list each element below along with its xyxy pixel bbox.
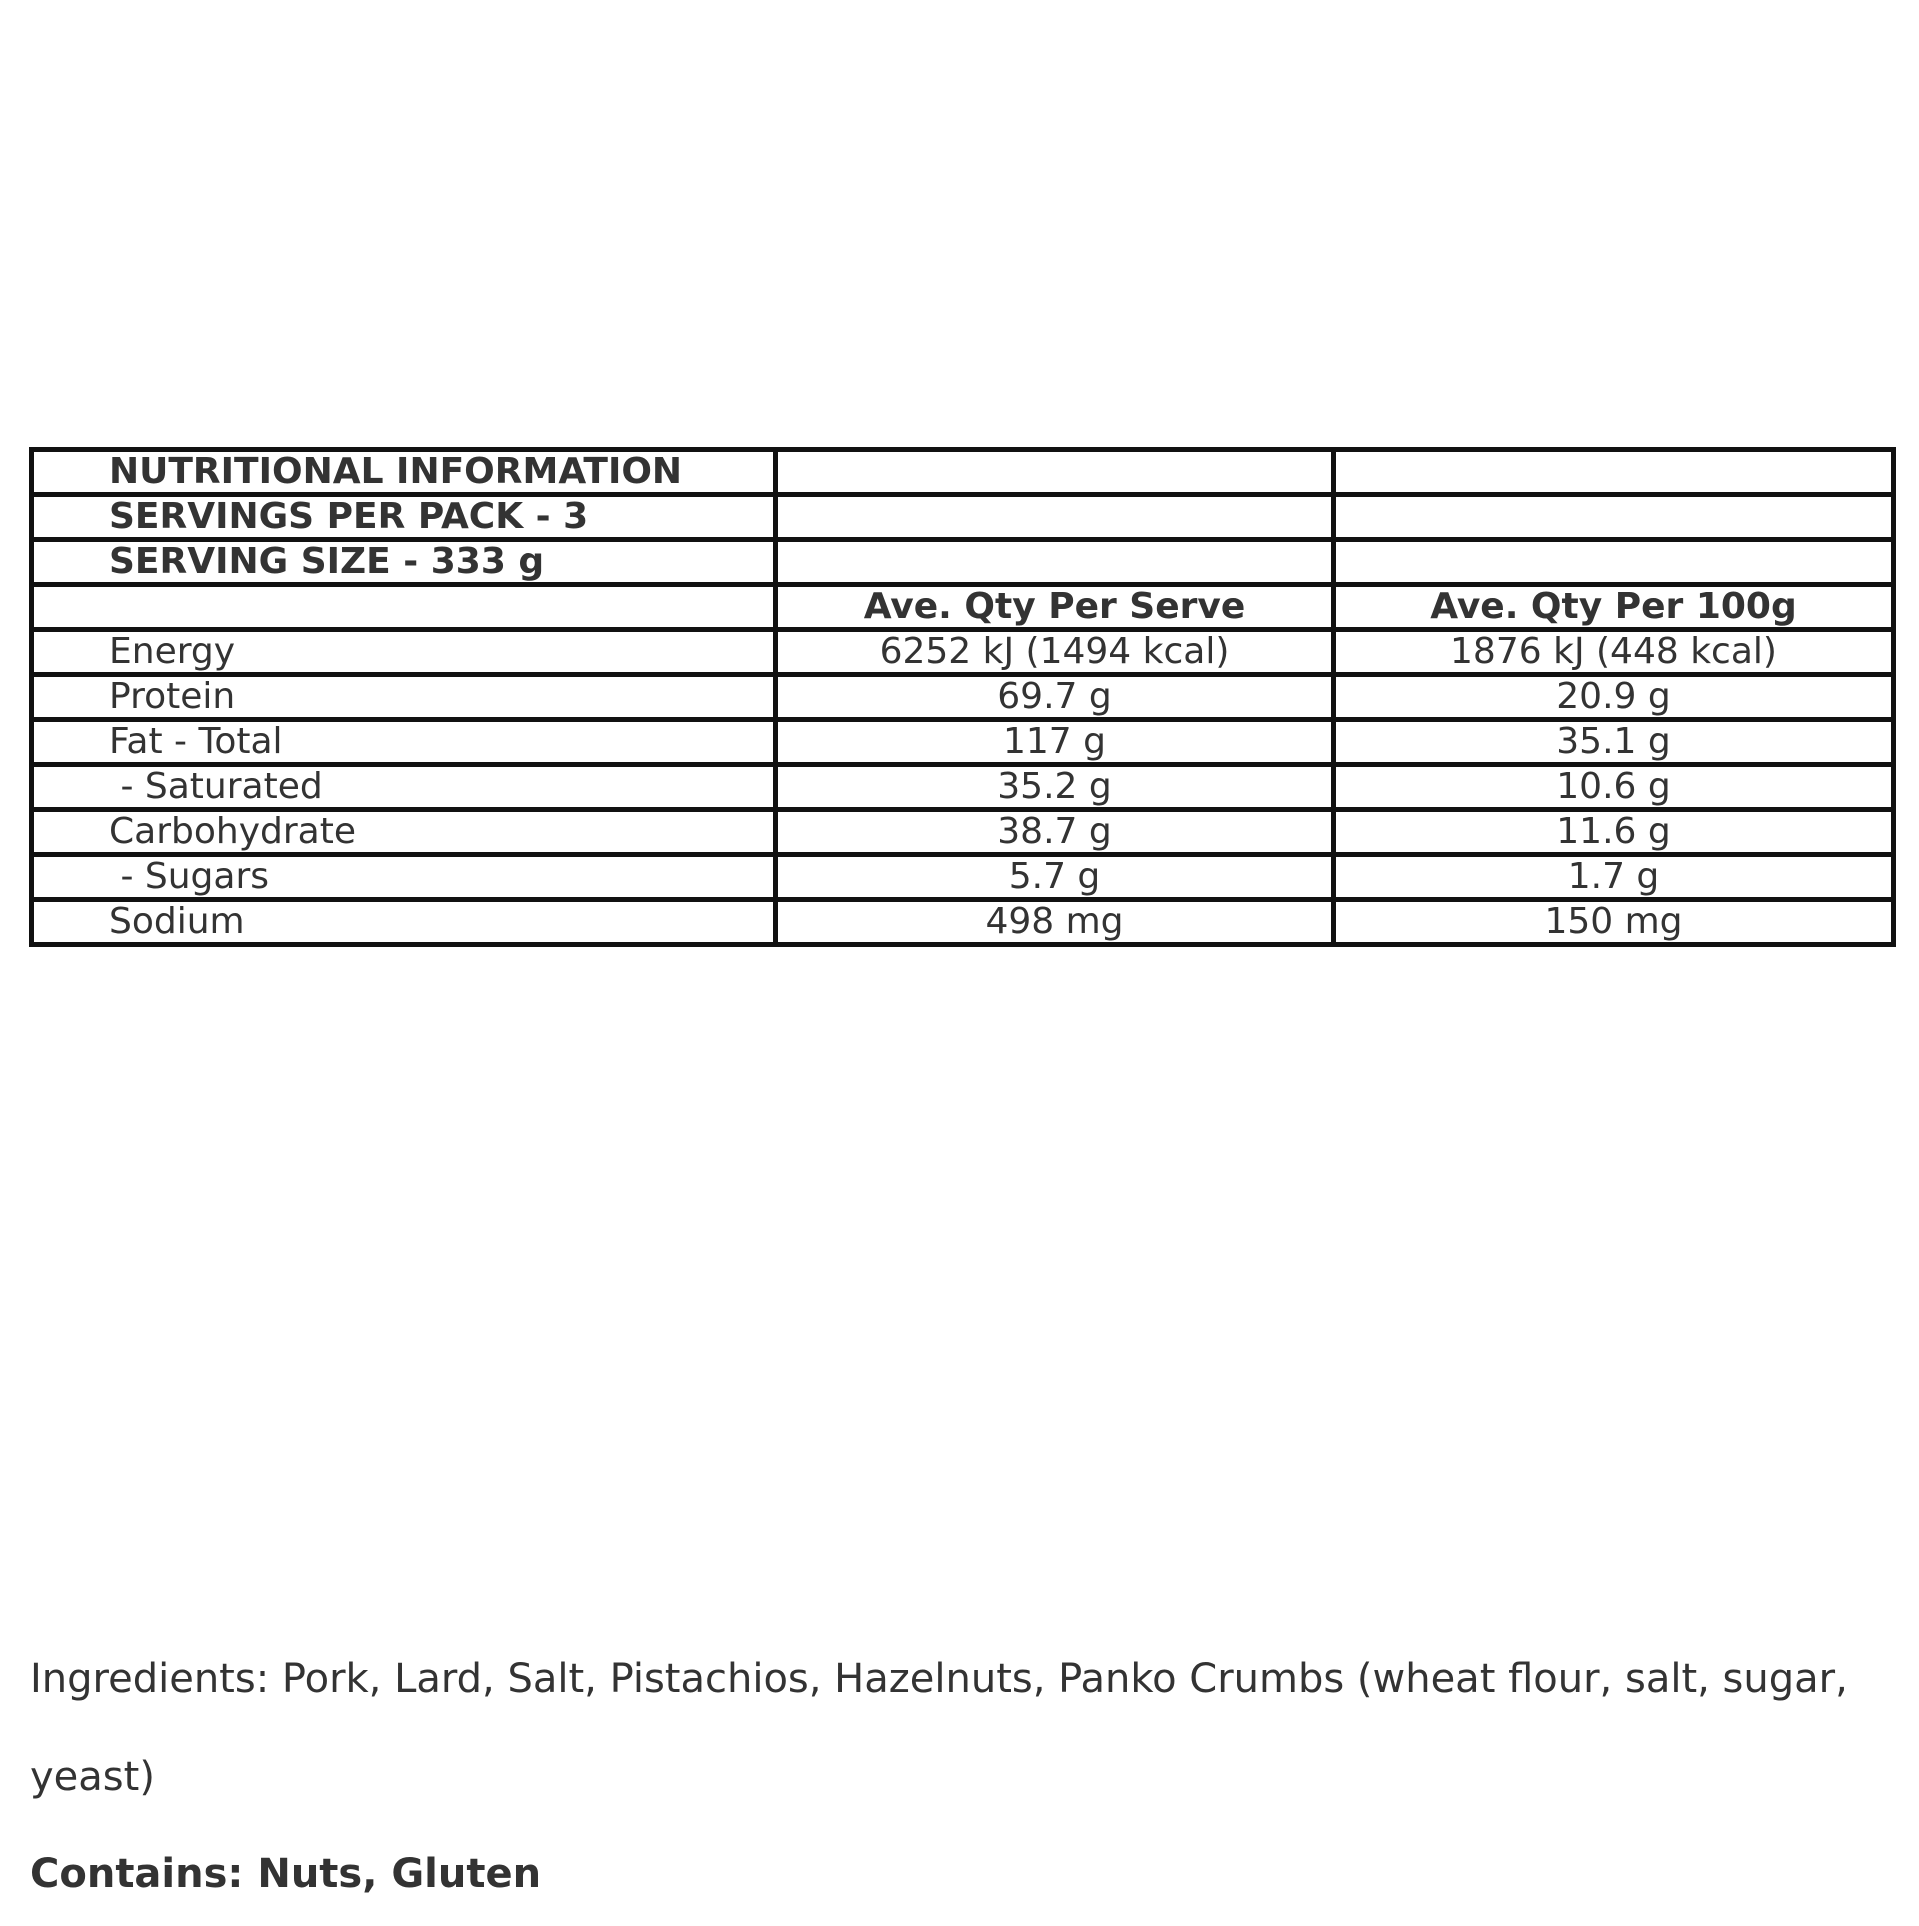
- nutritional-information-title: NUTRITIONAL INFORMATION: [32, 450, 776, 495]
- per-serve-value: 35.2 g: [776, 765, 1334, 810]
- empty-cell: [776, 450, 1334, 495]
- per-100g-value: 1876 kJ (448 kcal): [1334, 630, 1894, 675]
- nutrient-name: Sodium: [32, 900, 776, 945]
- per-100g-value: 20.9 g: [1334, 675, 1894, 720]
- table-row: [32, 630, 1894, 675]
- empty-cell: [1334, 450, 1894, 495]
- per-100g-value: 11.6 g: [1334, 810, 1894, 855]
- table-header-row: [32, 495, 1894, 540]
- table-row: [32, 810, 1894, 855]
- nutrient-name: - Sugars: [32, 855, 776, 900]
- nutrient-name: Carbohydrate: [32, 810, 776, 855]
- allergen-statement: Contains: Nuts, Gluten: [30, 1851, 542, 1897]
- table-row: [32, 765, 1894, 810]
- table-row: [32, 900, 1894, 945]
- table-row: [32, 855, 1894, 900]
- per-serve-value: 498 mg: [776, 900, 1334, 945]
- table-header-row: [32, 450, 1894, 495]
- nutrient-name: Energy: [32, 630, 776, 675]
- column-header-per-serve: Ave. Qty Per Serve: [776, 585, 1334, 630]
- column-header-row: [32, 585, 1894, 630]
- per-100g-value: 150 mg: [1334, 900, 1894, 945]
- empty-cell: [776, 495, 1334, 540]
- ingredients-text: Ingredients: Pork, Lard, Salt, Pistachios, Hazelnuts, Panko Crumbs (wheat flour, salt, sugar, yeast): [30, 1656, 1848, 1800]
- per-serve-value: 5.7 g: [776, 855, 1334, 900]
- nutrient-name: Fat - Total: [32, 720, 776, 765]
- per-serve-value: 6252 kJ (1494 kcal): [776, 630, 1334, 675]
- nutrient-name: Protein: [32, 675, 776, 720]
- empty-cell: [32, 585, 776, 630]
- per-100g-value: 10.6 g: [1334, 765, 1894, 810]
- table-row: [32, 720, 1894, 765]
- serving-size: SERVING SIZE - 333 g: [32, 540, 776, 585]
- empty-cell: [1334, 540, 1894, 585]
- table-row: [32, 675, 1894, 720]
- servings-per-pack: SERVINGS PER PACK - 3: [32, 495, 776, 540]
- per-100g-value: 35.1 g: [1334, 720, 1894, 765]
- per-serve-value: 117 g: [776, 720, 1334, 765]
- empty-cell: [776, 540, 1334, 585]
- nutrient-name: - Saturated: [32, 765, 776, 810]
- table-header-row: [32, 540, 1894, 585]
- nutrition-table: [29, 447, 1896, 947]
- empty-cell: [1334, 495, 1894, 540]
- per-serve-value: 38.7 g: [776, 810, 1334, 855]
- per-100g-value: 1.7 g: [1334, 855, 1894, 900]
- per-serve-value: 69.7 g: [776, 675, 1334, 720]
- column-header-per-100g: Ave. Qty Per 100g: [1334, 585, 1894, 630]
